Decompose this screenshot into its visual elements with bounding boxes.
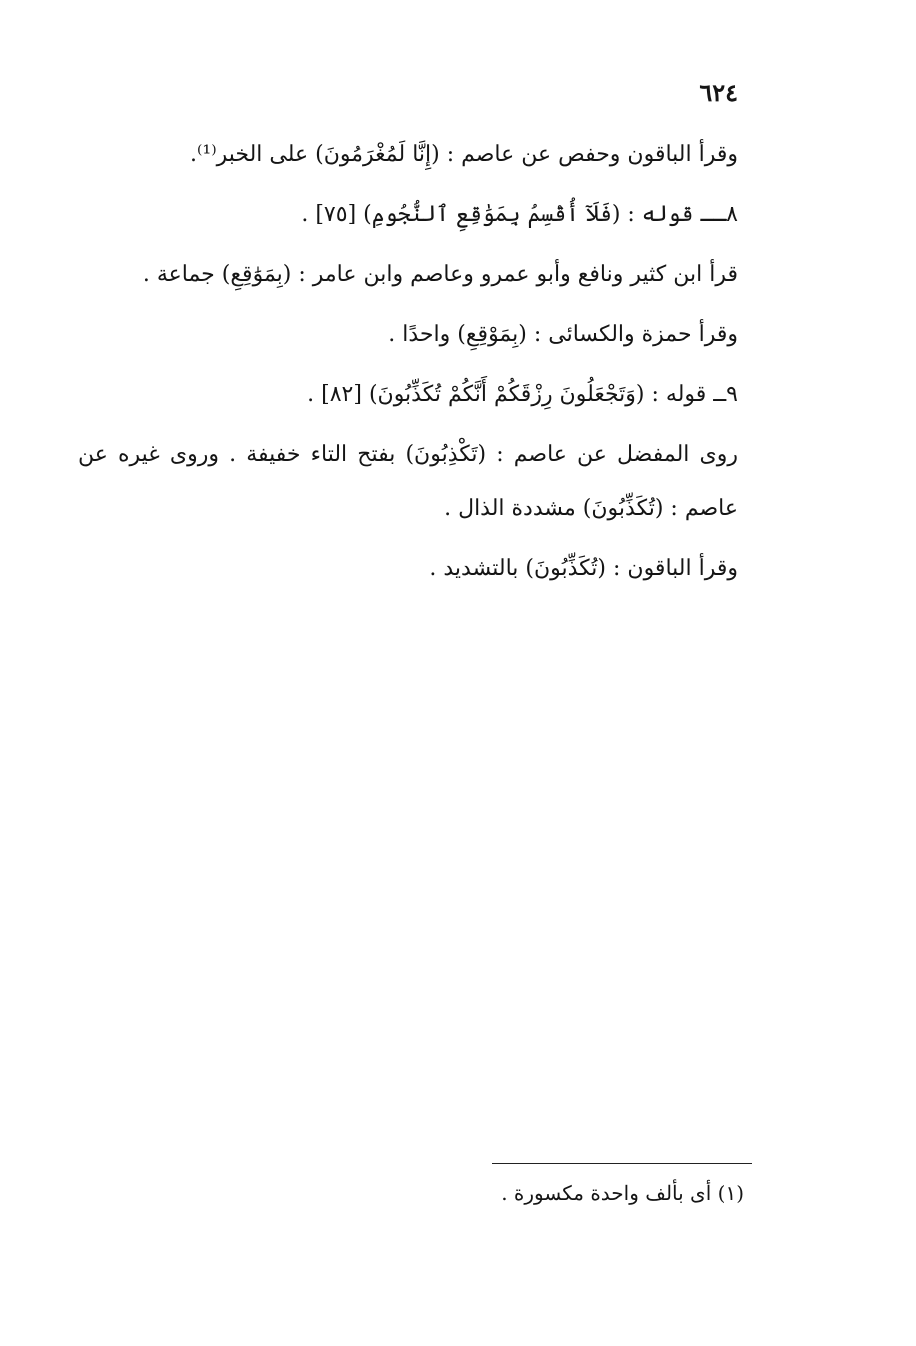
paragraph-verse-82: ٩ــ قوله : (وَتَجْعَلُونَ رِزْقَكُمْ أَنَّكُمْ تُكَذِّبُونَ) [٨٢] . bbox=[307, 382, 738, 407]
main-text bbox=[78, 128, 738, 602]
footnote: (١) أى بألف واحدة مكسورة . bbox=[501, 1181, 744, 1205]
paragraph-readers-singular: وقرأ حمزة والكسائى : (بِمَوْقِعِ) واحدًا . bbox=[388, 322, 738, 347]
paragraph-tashdid: وقرأ الباقون : (تُكَذِّبُونَ) بالتشديد . bbox=[429, 556, 738, 581]
paragraph-readers-khabar: وقرأ الباقون وحفص عن عاصم : (إِنَّا لَمُغْرَمُونَ) على الخبر⁽¹⁾. bbox=[189, 142, 738, 167]
page-number: ٦٢٤ bbox=[699, 78, 738, 107]
footnote-divider bbox=[492, 1163, 752, 1164]
paragraph-verse-75: ٨ــ قوله : (فَلَآ أُقْسِمُ بِمَوَٰقِعِ ٱلنُّجُومِ) [٧٥] . bbox=[301, 202, 738, 227]
paragraph-readers-plural: قرأ ابن كثير ونافع وأبو عمرو وعاصم وابن عامر : (بِمَوَٰقِعِ) جماعة . bbox=[142, 262, 738, 287]
paragraph-mufaddal-narration: روى المفضل عن عاصم : (تَكْذِبُونَ) بفتح التاء خفيفة . وروى غيره عن عاصم : (تُكَذِّبُونَ) مشددة الذال . bbox=[78, 442, 738, 521]
